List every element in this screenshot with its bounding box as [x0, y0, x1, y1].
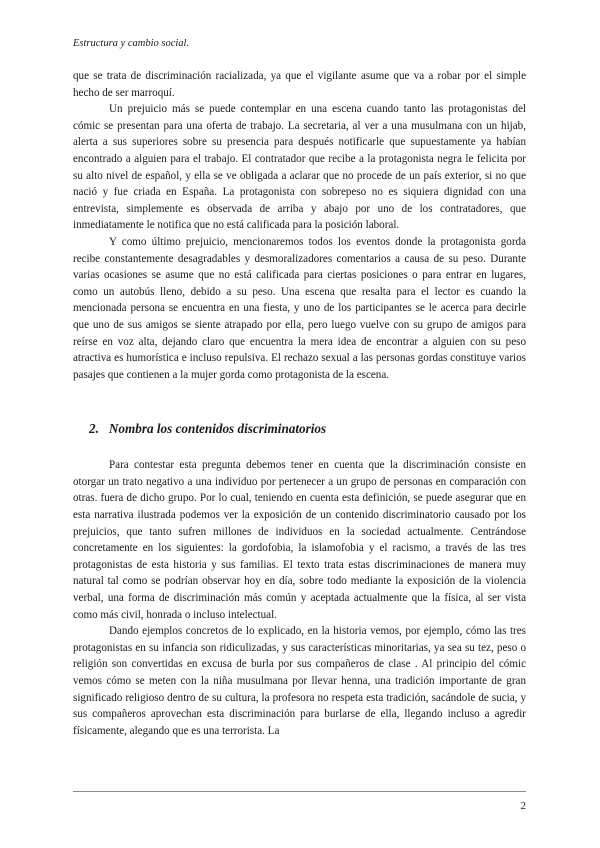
section-number: 2. — [89, 421, 99, 437]
paragraph-continuation: que se trata de discriminación racializada, ya que el vigilante asume que va a robar por el simple hecho de ser marroquí. — [73, 70, 526, 99]
paragraph-concrete-examples: Dando ejemplos concretos de lo explicado, en la historia vemos, por ejemplo, cómo las tres protagonistas en su infancia son ridiculizadas, y sus características minoritarias, ya sea su tez, peso o religión son convertidas en excusa de burla por sus compañeros de clase . Al principio del cómic vemos cómo se meten con la niña musulmana por llevar henna, una tradición importante de gran significado religioso dentro de su cultura, la profesora no respeta esta tradición, sacándole de sucia, y sus compañeros aprovechan esta discriminación para burlarse de ella, llegando incluso a agredir físicamente, alegando que es una terrorista. La — [73, 625, 526, 737]
page-body — [73, 68, 526, 739]
running-header: Estructura y cambio social. — [73, 38, 190, 49]
section-heading — [73, 421, 526, 437]
paragraph-fatphobia-prejudice: Y como último prejuicio, mencionaremos todos los eventos donde la protagonista gorda recibe constantemente desagradables y desmoralizadores comentarios a causa de su peso. Durante varias ocasiones se asume que no está calificada para ciertas posiciones o para entrar en lugares, como un autobús lleno, debido a su peso. Una escena que resalta para el lector es cuando la mencionada persona se encuentra en una fiesta, y uno de los participantes se le acerca para decirle que uno de sus amigos se siente atrapado por ella, pero luego vuelve con su grupo de amigos para reírse en voz alta, dejando claro que encuentra la mera idea de encontrar a alguien con su peso atractiva es humorística e incluso repulsiva. El rechazo sexual a las personas gordas constituye varios pasajes que contienen a la mujer gorda como protagonista de la escena. — [73, 235, 526, 381]
page-number: 2 — [520, 800, 526, 812]
paragraph-job-interview-prejudice: Un prejuicio más se puede contemplar en una escena cuando tanto las protagonistas del cómic se presentan para una oferta de trabajo. La secretaria, al ver a una musulmana con un hijab, alerta a sus superiores sobre su presencia para después notificarle que supuestamente ya habían encontrado a alguien para el trabajo. El contratador que recibe a la protagonista negra le felicita por su alto nivel de español, y ella se ve obligada a aclarar que no procede de un país exterior, si no que nació y fue criada en España. La protagonista con sobrepeso no es siquiera dignidad con una entrevista, simplemente es observada de arriba y abajo por uno de los contratadores, que inmediatamente le notifica que no está calificada para la posición laboral. — [73, 103, 526, 232]
section-title: Nombra los contenidos discriminatorios — [108, 421, 327, 437]
footer-divider — [73, 791, 526, 792]
paragraph-discrimination-definition: Para contestar esta pregunta debemos tener en cuenta que la discriminación consiste en otorgar un trato negativo a una individuo por pertenecer a un grupo de personas en comparación con otras. fuera de dicho grupo. Por lo cual, teniendo en cuenta esta definición, se puede asegurar que en esta narrativa ilustrada podemos ver la exposición de un contenido discriminatorio causado por los prejuicios, que tanto sufren millones de individuos en la sociedad actualmente. Centrándose concretamente en los siguientes: la gordofobia, la islamofobia y el racismo, a través de las tres protagonistas de esta historia y sus familias. El texto trata estas discriminaciones de manera muy natural tal como se podrían observar hoy en día, sobre todo mediante la exposición de la violencia verbal, una forma de discriminación más común y aceptada actualmente que la física, al ser vista como más civil, honrada o incluso intelectual. — [73, 459, 526, 621]
